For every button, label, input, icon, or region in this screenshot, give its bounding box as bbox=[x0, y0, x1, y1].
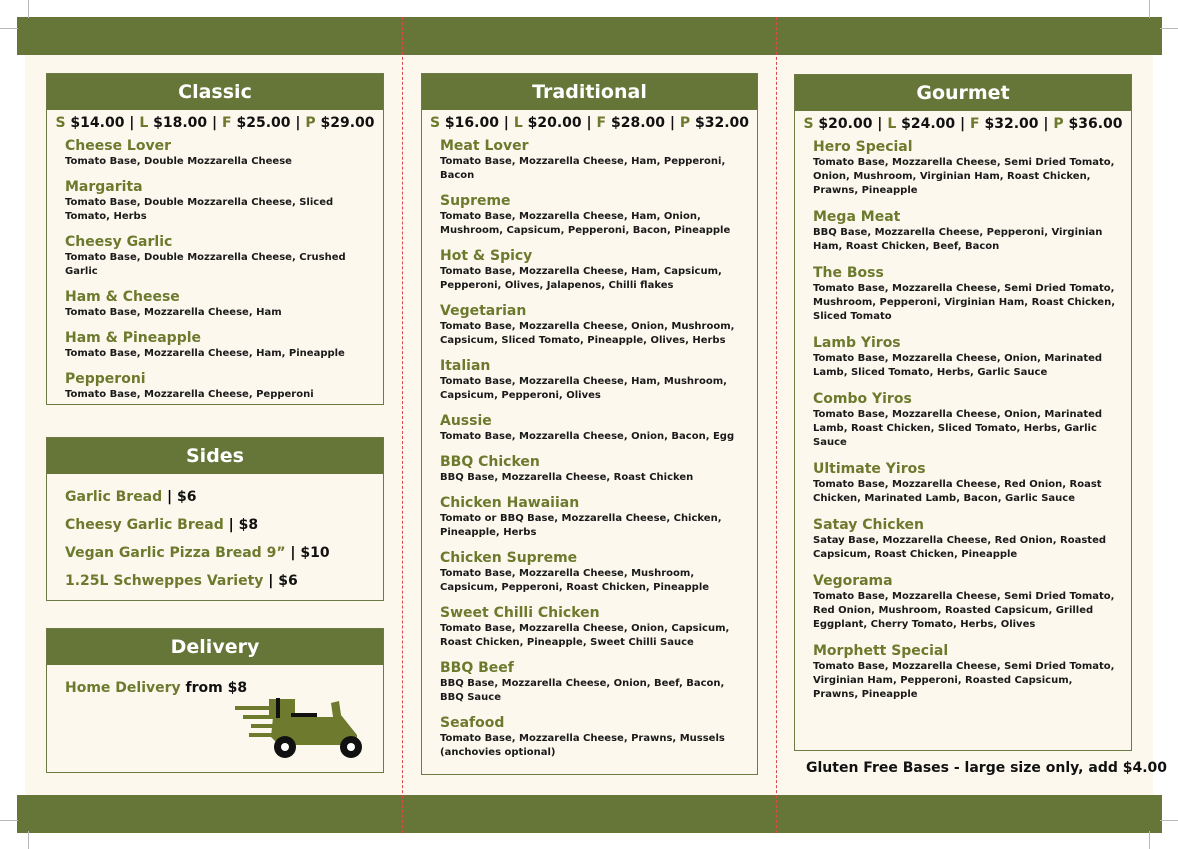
item-list bbox=[65, 483, 373, 595]
item-description: BBQ Base, Mozzarella Cheese, Roast Chicken bbox=[440, 472, 694, 483]
classic-panel bbox=[46, 73, 384, 405]
item-name: Margarita bbox=[65, 179, 143, 195]
fold-line-right bbox=[776, 17, 777, 833]
price-row: S $16.00 | L $20.00 | F $28.00 | P $32.00 bbox=[429, 115, 750, 131]
item-name: Ham & Pineapple bbox=[65, 330, 202, 346]
item-name: Lamb Yiros bbox=[813, 335, 901, 351]
menu-item bbox=[440, 413, 747, 444]
menu-item bbox=[813, 335, 1121, 380]
item-description: Tomato Base, Mozzarella Cheese, Ham, Mushroom, Capsicum, Pepperoni, Olives bbox=[440, 376, 727, 401]
item-description: Tomato Base, Double Mozzarella Cheese bbox=[65, 156, 292, 167]
bottom-band bbox=[17, 795, 1162, 833]
side-item: Vegan Garlic Pizza Bread 9” | $10 bbox=[65, 545, 330, 561]
menu-item bbox=[813, 209, 1121, 254]
size-letter: S bbox=[803, 116, 814, 132]
size-price: $20.00 bbox=[527, 115, 582, 131]
size-price: $36.00 bbox=[1068, 116, 1123, 132]
size-letter: P bbox=[305, 115, 316, 131]
size-letter: S bbox=[429, 115, 441, 131]
size-letter: F bbox=[222, 115, 232, 131]
item-name: Combo Yiros bbox=[813, 391, 912, 407]
menu-item bbox=[813, 265, 1121, 324]
menu-item bbox=[65, 179, 373, 224]
crop-mark bbox=[1160, 28, 1178, 29]
section-title: Classic bbox=[47, 74, 383, 110]
item-name: Chicken Hawaiian bbox=[440, 495, 580, 511]
size-price: $18.00 bbox=[153, 115, 208, 131]
delivery-panel bbox=[46, 628, 384, 773]
item-description: Tomato Base, Mozzarella Cheese, Semi Dried Tomato, Red Onion, Mushroom, Roasted Capsicum, Grilled Eggplant, Cherry Tomato, Herbs, Olives bbox=[813, 591, 1115, 630]
size-price: $29.00 bbox=[320, 115, 375, 131]
item-description: Tomato Base, Mozzarella Cheese, Ham bbox=[65, 307, 282, 318]
section-title: Traditional bbox=[422, 74, 757, 110]
item-description: Tomato Base, Double Mozzarella Cheese, Crushed Garlic bbox=[65, 252, 346, 277]
item-description: Tomato Base, Mozzarella Cheese, Mushroom, Capsicum, Pepperoni, Roast Chicken, Pineapple bbox=[440, 568, 710, 593]
gourmet-panel bbox=[794, 74, 1132, 751]
item-description: Tomato Base, Mozzarella Cheese, Semi Dried Tomato, Mushroom, Pepperoni, Virginian Ham, Roast Chicken, Sliced Tomato bbox=[813, 283, 1116, 322]
size-letter: F bbox=[596, 115, 607, 131]
side-name: Garlic Bread bbox=[65, 489, 163, 505]
item-name: Ultimate Yiros bbox=[813, 461, 926, 477]
size-price: $28.00 bbox=[610, 115, 665, 131]
item-description: Tomato Base, Mozzarella Cheese, Semi Dried Tomato, Onion, Mushroom, Virginian Ham, Roast Chicken, Prawns, Pineapple bbox=[813, 157, 1115, 196]
item-description: Tomato or BBQ Base, Mozzarella Cheese, Chicken, Pineapple, Herbs bbox=[440, 513, 722, 538]
size-letter: P bbox=[1053, 116, 1064, 132]
item-description: Tomato Base, Mozzarella Cheese, Ham, Capsicum, Pepperoni, Olives, Jalapenos, Chilli flakes bbox=[440, 266, 722, 291]
menu-item bbox=[65, 330, 373, 361]
menu-item bbox=[440, 248, 747, 293]
menu-item bbox=[813, 573, 1121, 632]
side-price: $10 bbox=[300, 545, 330, 561]
delivery-line bbox=[65, 674, 247, 702]
item-description: BBQ Base, Mozzarella Cheese, Pepperoni, Virginian Ham, Roast Chicken, Beef, Bacon bbox=[813, 227, 1103, 252]
side-item: Cheesy Garlic Bread | $8 bbox=[65, 517, 259, 533]
item-name: Seafood bbox=[440, 715, 505, 731]
item-name: Morphett Special bbox=[813, 643, 949, 659]
item-name: Italian bbox=[440, 358, 491, 374]
menu-item bbox=[440, 605, 747, 650]
menu-item bbox=[440, 303, 747, 348]
item-description: Tomato Base, Mozzarella Cheese, Onion, Bacon, Egg bbox=[440, 431, 735, 442]
gluten-free-note: Gluten Free Bases - large size only, add $4.00 bbox=[806, 760, 1168, 776]
menu-item bbox=[65, 138, 373, 169]
menu-item bbox=[813, 643, 1121, 702]
delivery-price: from $8 bbox=[185, 680, 248, 696]
item-description: Satay Base, Mozzarella Cheese, Red Onion, Roasted Capsicum, Roast Chicken, Pineapple bbox=[813, 535, 1107, 560]
item-name: Supreme bbox=[440, 193, 511, 209]
item-description: Tomato Base, Mozzarella Cheese, Onion, Marinated Lamb, Roast Chicken, Sliced Tomato, Herbs, Garlic Sauce bbox=[813, 409, 1103, 448]
size-price: $20.00 bbox=[818, 116, 873, 132]
delivery-label: Home Delivery bbox=[65, 680, 181, 696]
item-name: BBQ Beef bbox=[440, 660, 514, 676]
item-name: Aussie bbox=[440, 413, 492, 429]
item-description: Tomato Base, Mozzarella Cheese, Prawns, Mussels (anchovies optional) bbox=[440, 733, 725, 758]
section-title: Delivery bbox=[47, 629, 383, 665]
size-letter: L bbox=[139, 115, 149, 131]
item-description: Tomato Base, Mozzarella Cheese, Semi Dried Tomato, Virginian Ham, Pepperoni, Roasted Capsicum, Prawns, Pineapple bbox=[813, 661, 1115, 700]
size-price: $24.00 bbox=[901, 116, 956, 132]
price-row: S $14.00 | L $18.00 | F $25.00 | P $29.00 bbox=[55, 115, 375, 131]
crop-mark bbox=[1149, 831, 1150, 849]
menu-item bbox=[440, 454, 747, 485]
menu-item bbox=[813, 391, 1121, 450]
side-item: Garlic Bread | $6 bbox=[65, 489, 197, 505]
scooter-icon bbox=[235, 695, 367, 761]
menu-item bbox=[440, 358, 747, 403]
item-description: Tomato Base, Mozzarella Cheese, Onion, Capsicum, Roast Chicken, Pineapple, Sweet Chilli Sauce bbox=[440, 623, 730, 648]
menu-item bbox=[813, 517, 1121, 562]
item-description: Tomato Base, Double Mozzarella Cheese, Sliced Tomato, Herbs bbox=[65, 197, 334, 222]
item-name: Satay Chicken bbox=[813, 517, 924, 533]
menu-item bbox=[65, 289, 373, 320]
size-letter: P bbox=[679, 115, 691, 131]
menu-item bbox=[440, 138, 747, 183]
size-price: $16.00 bbox=[444, 115, 499, 131]
side-price: $6 bbox=[177, 489, 197, 505]
item-name: Vegorama bbox=[813, 573, 893, 589]
crop-mark bbox=[1160, 820, 1178, 821]
item-list bbox=[440, 138, 747, 770]
side-price: $6 bbox=[278, 573, 298, 589]
item-description: Tomato Base, Mozzarella Cheese, Red Onion, Roast Chicken, Marinated Lamb, Bacon, Garlic Sauce bbox=[813, 479, 1102, 504]
crop-mark bbox=[1149, 0, 1150, 18]
item-name: Sweet Chilli Chicken bbox=[440, 605, 600, 621]
item-name: Hot & Spicy bbox=[440, 248, 533, 264]
item-name: Mega Meat bbox=[813, 209, 901, 225]
item-name: Hero Special bbox=[813, 139, 913, 155]
item-description: Tomato Base, Mozzarella Cheese, Onion, Marinated Lamb, Sliced Tomato, Herbs, Garlic Sauce bbox=[813, 353, 1103, 378]
crop-mark bbox=[0, 28, 18, 29]
section-title: Gourmet bbox=[795, 75, 1131, 111]
item-description: Tomato Base, Mozzarella Cheese, Ham, Onion, Mushroom, Capsicum, Pepperoni, Bacon, Pineapple bbox=[440, 211, 731, 236]
item-description: Tomato Base, Mozzarella Cheese, Ham, Pineapple bbox=[65, 348, 345, 359]
menu-item bbox=[440, 715, 747, 760]
price-row: S $20.00 | L $24.00 | F $32.00 | P $36.00 bbox=[803, 116, 1123, 132]
size-letter: S bbox=[55, 115, 66, 131]
menu-item bbox=[65, 371, 373, 402]
size-letter: F bbox=[970, 116, 980, 132]
item-name: Meat Lover bbox=[440, 138, 529, 154]
size-price: $32.00 bbox=[695, 115, 750, 131]
menu-item bbox=[440, 660, 747, 705]
side-price: $8 bbox=[238, 517, 259, 533]
item-list bbox=[65, 138, 373, 412]
side-name: Vegan Garlic Pizza Bread 9” bbox=[65, 545, 286, 561]
item-name: Vegetarian bbox=[440, 303, 527, 319]
side-name: 1.25L Schweppes Variety bbox=[65, 573, 264, 589]
size-price: $25.00 bbox=[236, 115, 291, 131]
side-name: Cheesy Garlic Bread bbox=[65, 517, 224, 533]
menu-item bbox=[440, 550, 747, 595]
fold-line-left bbox=[402, 17, 403, 833]
item-description: Tomato Base, Mozzarella Cheese, Pepperoni bbox=[65, 389, 314, 400]
traditional-panel bbox=[421, 73, 758, 775]
top-band bbox=[17, 17, 1162, 55]
size-price: $14.00 bbox=[70, 115, 125, 131]
item-name: Cheesy Garlic bbox=[65, 234, 173, 250]
crop-mark bbox=[0, 820, 18, 821]
menu-item bbox=[813, 139, 1121, 198]
item-description: Tomato Base, Mozzarella Cheese, Onion, Mushroom, Capsicum, Sliced Tomato, Pineapple, Olives, Herbs bbox=[440, 321, 735, 346]
crop-mark bbox=[28, 0, 29, 18]
size-price: $32.00 bbox=[984, 116, 1039, 132]
sides-panel bbox=[46, 437, 384, 601]
item-name: BBQ Chicken bbox=[440, 454, 540, 470]
item-list bbox=[813, 139, 1121, 713]
item-name: Chicken Supreme bbox=[440, 550, 578, 566]
size-letter: L bbox=[513, 115, 523, 131]
item-description: Tomato Base, Mozzarella Cheese, Ham, Pepperoni, Bacon bbox=[440, 156, 726, 181]
size-letter: L bbox=[887, 116, 897, 132]
menu-item bbox=[813, 461, 1121, 506]
section-title: Sides bbox=[47, 438, 383, 474]
menu-item bbox=[440, 193, 747, 238]
menu-item bbox=[440, 495, 747, 540]
menu-item bbox=[65, 234, 373, 279]
item-name: Pepperoni bbox=[65, 371, 146, 387]
item-name: The Boss bbox=[813, 265, 884, 281]
item-description: BBQ Base, Mozzarella Cheese, Onion, Beef, Bacon, BBQ Sauce bbox=[440, 678, 725, 703]
crop-mark bbox=[28, 831, 29, 849]
side-item: 1.25L Schweppes Variety | $6 bbox=[65, 573, 298, 589]
item-name: Ham & Cheese bbox=[65, 289, 180, 305]
item-name: Cheese Lover bbox=[65, 138, 171, 154]
